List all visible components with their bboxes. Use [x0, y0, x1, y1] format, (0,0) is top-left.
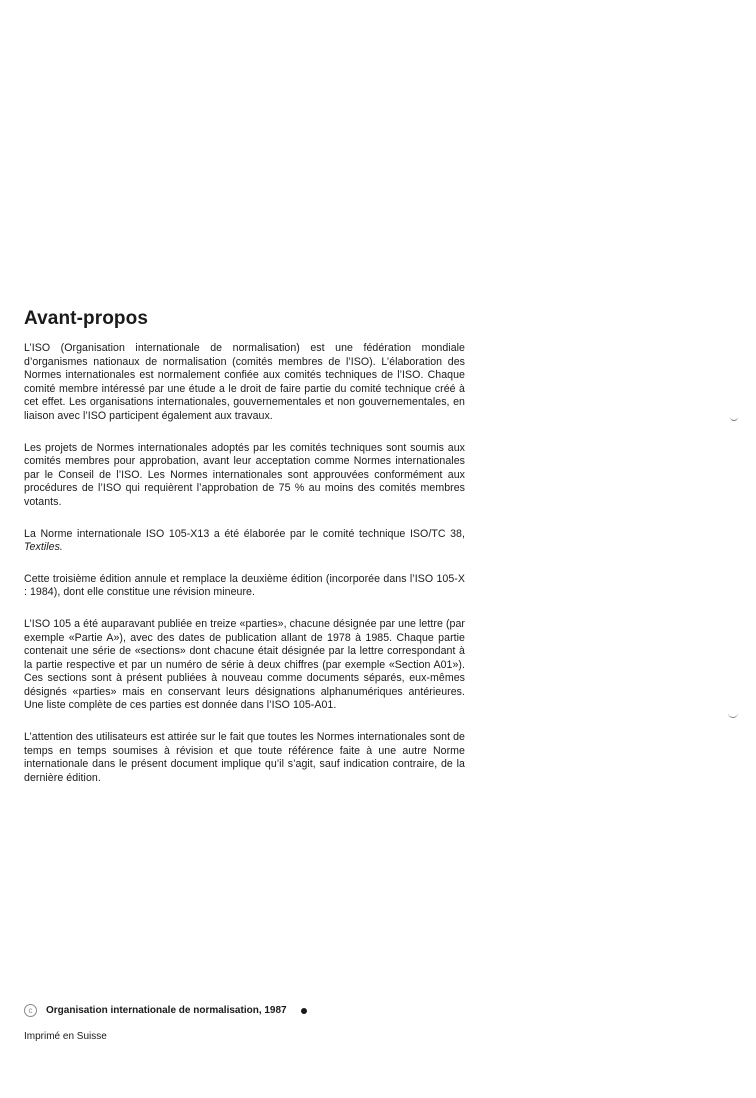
paragraph-edition: Cette troisième édition annule et remplace la deuxième édition (incorporée dans l’ISO 105-X : 1984), dont elle constitue une révision mineure.: [24, 572, 465, 599]
bullet-icon: [301, 1008, 307, 1014]
paragraph-revision: L’attention des utilisateurs est attirée sur le fait que toutes les Normes internationales sont de temps en temps soumises à révision et que toute référence faite à une autre Norme internationale dans le présent document implique qu’il s’agit, sauf indication contraire, de la dernière édition.: [24, 731, 465, 784]
page-title: Avant-propos: [24, 308, 148, 329]
paragraph-committee-text: La Norme internationale ISO 105-X13 a été élaborée par le comité technique ISO/TC 38,: [24, 527, 465, 540]
paragraph-committee: [24, 528, 465, 555]
copyright-line: [24, 1004, 307, 1017]
paragraph-approval: Les projets de Normes internationales adoptés par les comités techniques sont soumis aux comités membres pour approbation, avant leur acceptation comme Normes internationales par le Conseil de l’ISO. Les Normes internationales sont approuvées conformément aux procédures de l’ISO qui requièrent l’approbation de 75 % au moins des comités membres votants.: [24, 441, 465, 508]
printed-in: Imprimé en Suisse: [24, 1031, 107, 1042]
copyright-text: Organisation internationale de normalisation, 1987: [46, 1005, 287, 1016]
paragraph-iso-intro: L’ISO (Organisation internationale de normalisation) est une fédération mondiale d’organismes nationaux de normalisation (comités membres de l’ISO). L’élaboration des Normes internationales est normalement confiée aux comités techniques de l’ISO. Chaque comité membre intéressé par une étude a le droit de faire partie du comité technique créé à cet effet. Les organisations internationales, gouvernementales et non gouvernementales, en liaison avec l’ISO participent également aux travaux.: [24, 342, 465, 422]
margin-mark-icon: [730, 416, 738, 421]
copyright-icon: c: [24, 1004, 37, 1017]
document-body: [24, 308, 465, 803]
paragraph-parts: L’ISO 105 a été auparavant publiée en treize «parties», chacune désignée par une lettre (par exemple «Partie A»), avec des dates de publication allant de 1978 à 1985. Chaque partie contenait une série de «sections» dont chacune était désignée par la lettre correspondant à la partie respective et par un numéro de série à deux chiffres (par exemple «Section A01»). Ces sections sont à présent publiées à nouveau comme documents séparés, eux-mêmes désignés «parties» mais en conservant leurs désignations alphanumériques antérieures. Une liste complète de ces parties est donnée dans l’ISO 105-A01.: [24, 617, 465, 712]
committee-name: Textiles.: [24, 541, 63, 554]
margin-mark-icon: [728, 713, 738, 718]
